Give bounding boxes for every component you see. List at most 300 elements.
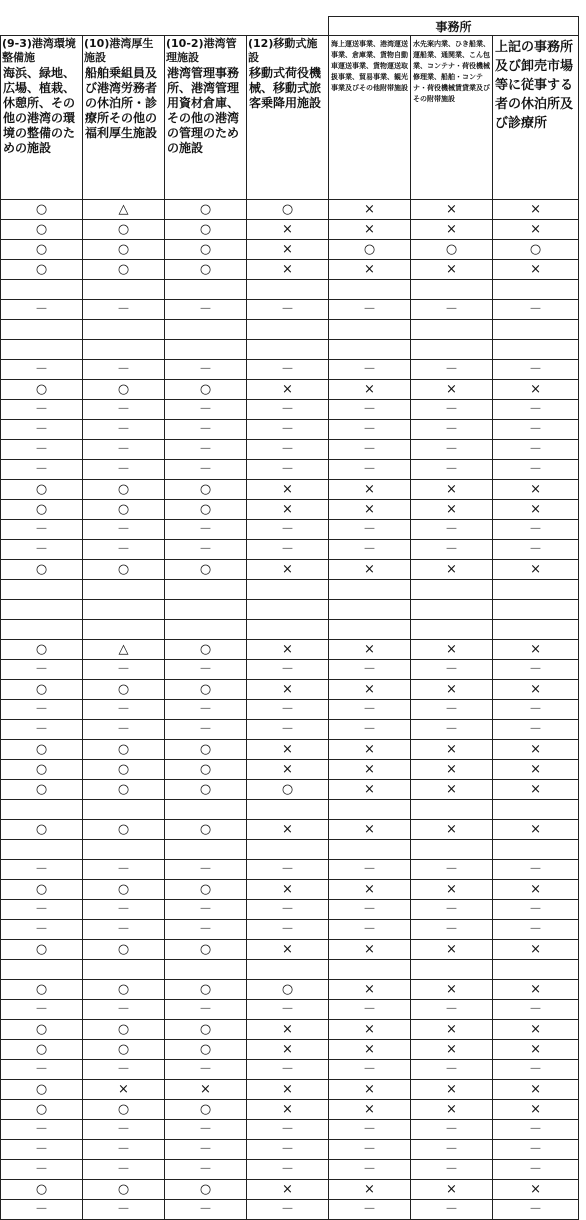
- table-cell: －: [165, 1160, 247, 1180]
- column-description: 水先案内業、ひき船業、運船業、通関業、こん包業、コンテナ・荷役機械修理業、船舶・コンテナ・荷役機械賃貸業及びその附帯施設: [411, 36, 493, 200]
- table-cell: －: [493, 1120, 579, 1140]
- table-cell: －: [493, 920, 579, 940]
- table-cell: ○: [165, 260, 247, 280]
- table-cell: －: [329, 1000, 411, 1020]
- table-row: [1, 660, 579, 680]
- table-cell: ○: [165, 880, 247, 900]
- table-cell: [247, 340, 329, 360]
- table-cell: ×: [493, 260, 579, 280]
- table-cell: △: [83, 200, 165, 220]
- table-cell: [1, 320, 83, 340]
- table-row: [1, 1100, 579, 1120]
- table-cell: ×: [493, 940, 579, 960]
- table-cell: ×: [329, 480, 411, 500]
- column-description: 海上運送事業、港湾運送事業、倉庫業、貨物自動車運送事業、貨物運送取扱事業、貿易事業、観光事業及びその他附帯施設: [329, 36, 411, 200]
- table-cell: ×: [329, 640, 411, 660]
- table-cell: [1, 600, 83, 620]
- table-cell: [247, 960, 329, 980]
- table-cell: [165, 800, 247, 820]
- table-cell: [493, 600, 579, 620]
- table-cell: ○: [1, 640, 83, 660]
- table-cell: ○: [165, 940, 247, 960]
- table-cell: ×: [493, 980, 579, 1000]
- table-row: [1, 440, 579, 460]
- table-cell: [493, 340, 579, 360]
- table-cell: －: [329, 920, 411, 940]
- table-cell: －: [83, 1160, 165, 1180]
- table-cell: ○: [1, 380, 83, 400]
- table-row: [1, 1060, 579, 1080]
- table-cell: ○: [247, 980, 329, 1000]
- table-row: [1, 720, 579, 740]
- table-cell: －: [83, 440, 165, 460]
- table-cell: －: [329, 400, 411, 420]
- table-cell: －: [247, 440, 329, 460]
- table-cell: [83, 620, 165, 640]
- table-cell: [165, 280, 247, 300]
- table-cell: －: [493, 440, 579, 460]
- table-cell: [1, 960, 83, 980]
- table-row: [1, 940, 579, 960]
- table-row: [1, 260, 579, 280]
- table-row: [1, 780, 579, 800]
- table-cell: －: [247, 860, 329, 880]
- table-cell: [411, 320, 493, 340]
- table-row: [1, 220, 579, 240]
- table-body: [1, 200, 579, 1220]
- table-row: [1, 280, 579, 300]
- table-cell: ×: [411, 740, 493, 760]
- table-cell: －: [165, 660, 247, 680]
- table-cell: －: [247, 520, 329, 540]
- table-cell: [411, 600, 493, 620]
- table-cell: [329, 620, 411, 640]
- table-cell: ○: [1, 940, 83, 960]
- table-cell: ×: [493, 1020, 579, 1040]
- table-cell: ×: [411, 1040, 493, 1060]
- table-cell: [1, 580, 83, 600]
- table-cell: ×: [493, 640, 579, 660]
- table-cell: ○: [83, 240, 165, 260]
- table-row: [1, 300, 579, 320]
- table-cell: ○: [83, 1180, 165, 1200]
- table-cell: [329, 580, 411, 600]
- table-cell: －: [165, 1200, 247, 1220]
- table-cell: ×: [411, 200, 493, 220]
- table-cell: －: [411, 540, 493, 560]
- table-cell: ×: [411, 480, 493, 500]
- table-cell: －: [1, 1060, 83, 1080]
- table-cell: [493, 960, 579, 980]
- table-cell: －: [411, 520, 493, 540]
- table-cell: －: [83, 1060, 165, 1080]
- table-cell: －: [329, 860, 411, 880]
- table-row: [1, 620, 579, 640]
- table-cell: －: [1, 920, 83, 940]
- table-cell: [1, 800, 83, 820]
- table-row: [1, 200, 579, 220]
- table-cell: －: [1, 460, 83, 480]
- table-cell: －: [1, 360, 83, 380]
- column-description: 船舶乗組員及び港湾労務者の休泊所・診療所その他の福利厚生施設: [83, 65, 165, 200]
- table-cell: [411, 340, 493, 360]
- table-cell: ×: [493, 1100, 579, 1120]
- table-cell: －: [247, 1000, 329, 1020]
- column-title: (12)移動式施設: [247, 36, 329, 66]
- table-cell: [83, 600, 165, 620]
- table-cell: －: [1, 860, 83, 880]
- table-cell: ○: [165, 760, 247, 780]
- table-cell: ×: [247, 680, 329, 700]
- table-cell: －: [83, 1000, 165, 1020]
- table-cell: －: [247, 360, 329, 380]
- table-cell: －: [329, 1160, 411, 1180]
- table-cell: ×: [247, 1180, 329, 1200]
- table-cell: ×: [411, 1100, 493, 1120]
- table-cell: －: [83, 1200, 165, 1220]
- table-cell: ○: [1, 880, 83, 900]
- table-row: [1, 480, 579, 500]
- table-cell: －: [247, 720, 329, 740]
- table-cell: ○: [83, 880, 165, 900]
- table-cell: －: [1, 440, 83, 460]
- table-cell: ×: [493, 820, 579, 840]
- table-cell: －: [411, 1000, 493, 1020]
- table-cell: ×: [247, 380, 329, 400]
- table-cell: ○: [493, 240, 579, 260]
- table-cell: －: [493, 540, 579, 560]
- table-cell: －: [493, 400, 579, 420]
- table-cell: ×: [247, 220, 329, 240]
- office-group-row: [1, 17, 579, 36]
- table-cell: －: [329, 460, 411, 480]
- table-cell: ○: [165, 1040, 247, 1060]
- table-row: [1, 820, 579, 840]
- table-cell: －: [1, 1200, 83, 1220]
- table-cell: －: [1, 1160, 83, 1180]
- table-cell: －: [165, 520, 247, 540]
- table-cell: ×: [247, 880, 329, 900]
- table-cell: －: [493, 1060, 579, 1080]
- table-cell: ○: [165, 500, 247, 520]
- table-cell: －: [165, 1120, 247, 1140]
- table-cell: ○: [83, 780, 165, 800]
- table-cell: －: [493, 1200, 579, 1220]
- table-cell: ○: [165, 1180, 247, 1200]
- table-cell: ○: [165, 1020, 247, 1040]
- table-cell: ×: [411, 380, 493, 400]
- table-row: [1, 1040, 579, 1060]
- table-row: [1, 920, 579, 940]
- table-cell: ×: [247, 760, 329, 780]
- table-cell: －: [493, 300, 579, 320]
- table-row: [1, 1000, 579, 1020]
- table-cell: －: [493, 420, 579, 440]
- table-cell: ○: [165, 380, 247, 400]
- table-cell: ×: [493, 780, 579, 800]
- table-cell: ×: [493, 740, 579, 760]
- table-cell: ○: [83, 480, 165, 500]
- table-cell: ×: [247, 1080, 329, 1100]
- table-cell: ×: [329, 820, 411, 840]
- table-cell: ○: [83, 980, 165, 1000]
- table-cell: －: [329, 700, 411, 720]
- table-cell: ×: [329, 940, 411, 960]
- table-cell: ×: [329, 200, 411, 220]
- table-cell: ×: [165, 1080, 247, 1100]
- table-cell: －: [411, 460, 493, 480]
- table-cell: ×: [329, 260, 411, 280]
- table-cell: －: [247, 460, 329, 480]
- column-description: 海浜、緑地、広場、植栽、休憩所、その他の港湾の環境の整備のための施設: [1, 65, 83, 200]
- table-cell: －: [1, 720, 83, 740]
- table-cell: ×: [493, 560, 579, 580]
- table-cell: [493, 840, 579, 860]
- table-cell: [329, 840, 411, 860]
- table-cell: －: [247, 920, 329, 940]
- table-cell: [1, 340, 83, 360]
- table-cell: －: [411, 1120, 493, 1140]
- table-cell: ×: [493, 880, 579, 900]
- table-cell: －: [411, 720, 493, 740]
- table-cell: ○: [83, 380, 165, 400]
- table-cell: －: [247, 1160, 329, 1180]
- table-cell: ○: [165, 240, 247, 260]
- table-cell: ×: [493, 200, 579, 220]
- table-cell: ×: [493, 220, 579, 240]
- table-cell: ○: [165, 820, 247, 840]
- table-row: [1, 960, 579, 980]
- table-cell: ○: [1, 260, 83, 280]
- table-cell: －: [411, 1140, 493, 1160]
- table-cell: ×: [329, 500, 411, 520]
- table-row: [1, 700, 579, 720]
- table-cell: －: [165, 1140, 247, 1160]
- table-cell: ○: [1, 740, 83, 760]
- table-cell: ○: [1, 1100, 83, 1120]
- table-cell: ○: [83, 1020, 165, 1040]
- table-cell: [83, 320, 165, 340]
- table-cell: ×: [411, 260, 493, 280]
- table-cell: [83, 580, 165, 600]
- table-cell: －: [329, 420, 411, 440]
- table-cell: ×: [411, 560, 493, 580]
- table-cell: ×: [329, 760, 411, 780]
- table-cell: ×: [411, 940, 493, 960]
- table-cell: [83, 280, 165, 300]
- table-cell: ○: [411, 240, 493, 260]
- table-cell: [83, 840, 165, 860]
- table-cell: －: [83, 1120, 165, 1140]
- table-cell: [411, 280, 493, 300]
- table-cell: ×: [493, 1040, 579, 1060]
- table-cell: ○: [247, 200, 329, 220]
- table-cell: ×: [493, 760, 579, 780]
- table-row: [1, 600, 579, 620]
- column-description: 上記の事務所及び卸売市場等に従事する者の休泊所及び診療所: [493, 36, 579, 200]
- table-row: [1, 1180, 579, 1200]
- table-cell: ×: [329, 380, 411, 400]
- table-cell: －: [1, 540, 83, 560]
- table-cell: ×: [247, 260, 329, 280]
- table-cell: ×: [329, 560, 411, 580]
- table-cell: －: [165, 420, 247, 440]
- table-cell: ○: [1, 980, 83, 1000]
- table-cell: ×: [247, 740, 329, 760]
- table-cell: [247, 800, 329, 820]
- table-cell: ○: [165, 980, 247, 1000]
- table-cell: －: [329, 300, 411, 320]
- table-row: [1, 360, 579, 380]
- table-cell: －: [247, 1120, 329, 1140]
- table-cell: －: [1, 420, 83, 440]
- table-cell: ○: [1, 1180, 83, 1200]
- table-row: [1, 980, 579, 1000]
- table-cell: ○: [1, 820, 83, 840]
- table-cell: －: [411, 700, 493, 720]
- table-cell: －: [329, 720, 411, 740]
- table-cell: ○: [83, 500, 165, 520]
- table-cell: －: [247, 1200, 329, 1220]
- table-cell: ×: [411, 640, 493, 660]
- column-title-row: [1, 36, 579, 66]
- table-row: [1, 380, 579, 400]
- table-cell: [411, 800, 493, 820]
- table-cell: －: [411, 1200, 493, 1220]
- table-cell: －: [493, 860, 579, 880]
- table-cell: －: [83, 460, 165, 480]
- table-cell: ○: [83, 740, 165, 760]
- table-cell: ×: [329, 680, 411, 700]
- table-cell: －: [493, 1140, 579, 1160]
- table-cell: ○: [1, 680, 83, 700]
- table-cell: ×: [411, 820, 493, 840]
- table-cell: ×: [493, 1080, 579, 1100]
- table-row: [1, 460, 579, 480]
- table-cell: －: [493, 520, 579, 540]
- table-cell: [165, 320, 247, 340]
- table-cell: ○: [83, 1100, 165, 1120]
- table-cell: ×: [247, 1040, 329, 1060]
- table-cell: ×: [83, 1080, 165, 1100]
- table-cell: －: [1, 900, 83, 920]
- table-cell: －: [83, 720, 165, 740]
- table-cell: －: [493, 660, 579, 680]
- table-cell: ○: [1, 1020, 83, 1040]
- table-cell: [165, 960, 247, 980]
- table-cell: ×: [411, 500, 493, 520]
- table-row: [1, 1120, 579, 1140]
- table-row: [1, 740, 579, 760]
- table-cell: ○: [1, 760, 83, 780]
- table-cell: －: [329, 1120, 411, 1140]
- table-cell: [411, 620, 493, 640]
- table-cell: ○: [83, 1040, 165, 1060]
- table-cell: ○: [83, 560, 165, 580]
- table-cell: －: [247, 300, 329, 320]
- table-row: [1, 240, 579, 260]
- table-cell: ×: [411, 680, 493, 700]
- table-cell: [493, 800, 579, 820]
- table-cell: △: [83, 640, 165, 660]
- table-cell: ×: [329, 880, 411, 900]
- permission-table: [0, 16, 579, 1220]
- table-row: [1, 580, 579, 600]
- table-cell: －: [1, 520, 83, 540]
- table-row: [1, 500, 579, 520]
- table-cell: ×: [247, 240, 329, 260]
- table-cell: [247, 280, 329, 300]
- table-cell: [329, 320, 411, 340]
- table-cell: ○: [165, 640, 247, 660]
- table-cell: －: [411, 660, 493, 680]
- table-cell: －: [1, 400, 83, 420]
- table-cell: －: [493, 700, 579, 720]
- table-cell: －: [83, 360, 165, 380]
- table-cell: －: [1, 1000, 83, 1020]
- table-cell: ×: [247, 500, 329, 520]
- table-cell: －: [165, 900, 247, 920]
- table-cell: －: [165, 540, 247, 560]
- table-cell: [1, 280, 83, 300]
- table-row: [1, 340, 579, 360]
- table-cell: －: [329, 660, 411, 680]
- table-row: [1, 860, 579, 880]
- table-row: [1, 680, 579, 700]
- table-cell: －: [83, 700, 165, 720]
- table-cell: ×: [411, 1180, 493, 1200]
- table-cell: ×: [411, 780, 493, 800]
- table-cell: [165, 620, 247, 640]
- table-cell: ×: [329, 1080, 411, 1100]
- table-cell: －: [329, 540, 411, 560]
- table-cell: ×: [493, 1180, 579, 1200]
- column-description: 移動式荷役機械、移動式旅客乗降用施設: [247, 65, 329, 200]
- column-title: (9-3)港湾環境整備施: [1, 36, 83, 66]
- table-cell: [247, 620, 329, 640]
- table-cell: [493, 580, 579, 600]
- table-cell: ○: [1, 240, 83, 260]
- table-cell: [247, 320, 329, 340]
- table-cell: －: [493, 720, 579, 740]
- table-cell: ○: [165, 220, 247, 240]
- table-cell: ○: [1, 200, 83, 220]
- table-cell: ×: [329, 980, 411, 1000]
- table-cell: ×: [411, 760, 493, 780]
- table-cell: [493, 320, 579, 340]
- header-blank: [1, 17, 329, 36]
- table-cell: ○: [165, 680, 247, 700]
- table-cell: ×: [411, 880, 493, 900]
- table-cell: ○: [1, 780, 83, 800]
- table-cell: －: [411, 1060, 493, 1080]
- table-cell: ○: [83, 680, 165, 700]
- table-cell: ×: [329, 780, 411, 800]
- table-cell: [165, 340, 247, 360]
- table-cell: [247, 840, 329, 860]
- table-cell: －: [247, 400, 329, 420]
- table-cell: ○: [83, 260, 165, 280]
- table-cell: －: [83, 300, 165, 320]
- table-cell: －: [83, 540, 165, 560]
- table-cell: －: [493, 460, 579, 480]
- table-row: [1, 400, 579, 420]
- table-cell: －: [247, 1060, 329, 1080]
- table-row: [1, 1200, 579, 1220]
- table-cell: ○: [1, 220, 83, 240]
- table-cell: ○: [165, 560, 247, 580]
- table-row: [1, 1160, 579, 1180]
